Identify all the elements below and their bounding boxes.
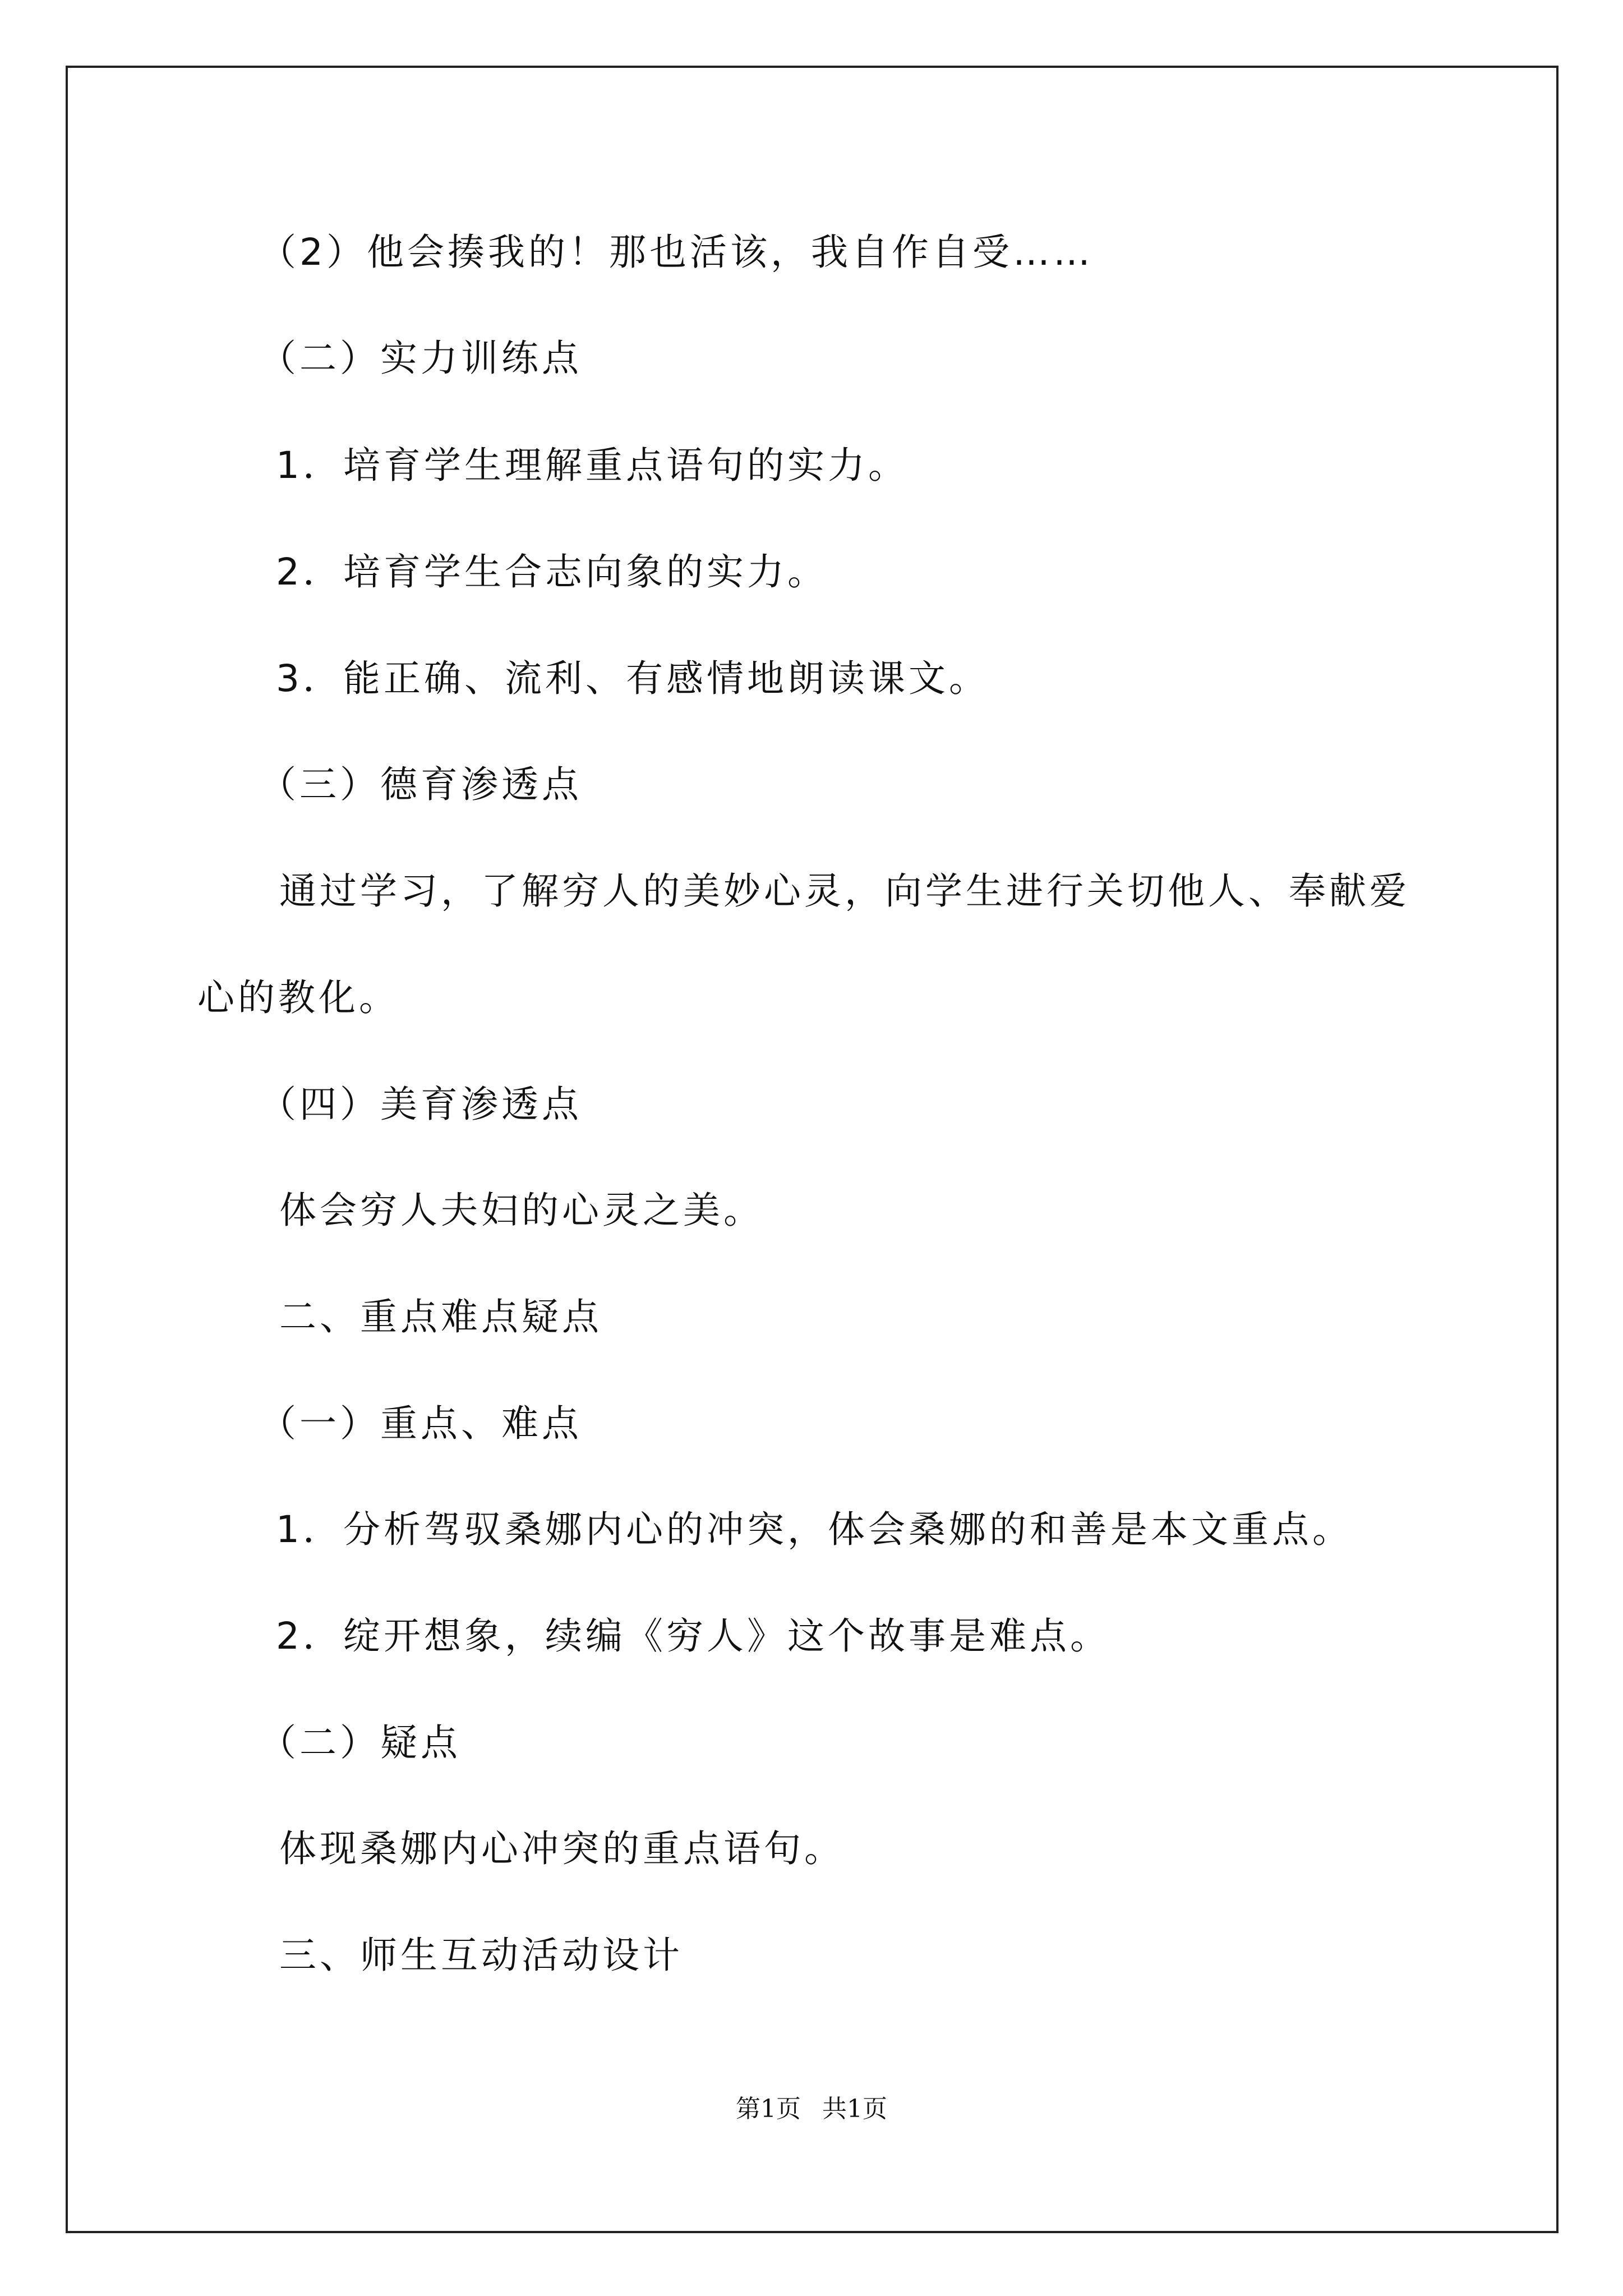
section-heading: （二）疑点 <box>259 1721 461 1764</box>
list-item: 2．绽开想象，续编《穷人》这个故事是难点。 <box>276 1614 1110 1658</box>
list-item: 1．分析驾驭桑娜内心的冲突，体会桑娜的和善是本文重点。 <box>276 1508 1353 1551</box>
section-heading: （二）实力训练点 <box>259 337 582 380</box>
current-page-label: 第1页 <box>736 2095 801 2123</box>
paragraph-line: 体会穷人夫妇的心灵之美。 <box>279 1189 764 1232</box>
paragraph-line: 心的教化。 <box>197 976 399 1019</box>
paragraph-line: 体现桑娜内心冲突的重点语句。 <box>279 1827 845 1870</box>
paragraph-line: （2）他会揍我的！那也活该，我自作自受…… <box>259 231 1094 274</box>
section-heading: （三）德育渗透点 <box>259 763 582 806</box>
list-item: 1．培育学生理解重点语句的实力。 <box>276 444 909 487</box>
list-item: 3．能正确、流利、有感情地朗读课文。 <box>276 657 989 700</box>
chapter-heading: 三、师生互动活动设计 <box>279 1934 683 1977</box>
section-heading: （一）重点、难点 <box>259 1402 582 1445</box>
total-pages-label: 共1页 <box>822 2095 887 2123</box>
section-heading: （四）美育渗透点 <box>259 1083 582 1126</box>
page-footer <box>0 2093 1623 2125</box>
list-item: 2．培育学生合志向象的实力。 <box>276 550 828 593</box>
chapter-heading: 二、重点难点疑点 <box>279 1295 602 1338</box>
page-border <box>66 66 1559 2233</box>
paragraph-line: 通过学习，了解穷人的美妙心灵，向学生进行关切他人、奉献爱 <box>279 869 1410 913</box>
